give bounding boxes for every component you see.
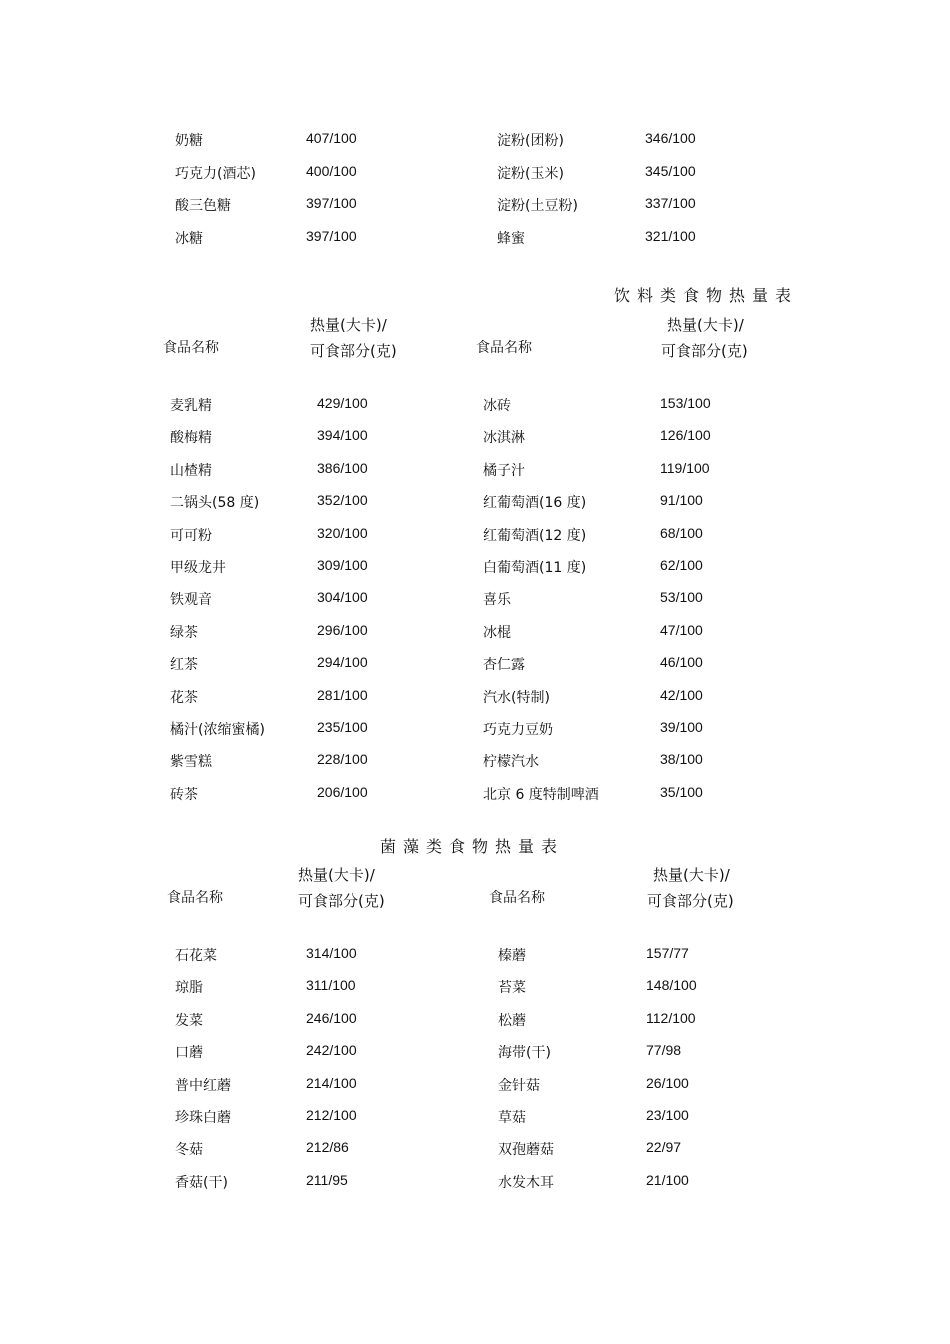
section2-food-name-cell: 红茶	[170, 657, 198, 674]
section2-food-name-cell: 铁观音	[170, 592, 212, 609]
section2-calorie-value-cell: 62/100	[660, 557, 703, 573]
section3-food-name-cell: 石花菜	[175, 948, 217, 964]
section3-calorie-value-cell: 157/77	[646, 945, 689, 961]
section2-header-name-left: 食品名称	[163, 340, 219, 356]
section3-header-value-line1-left: 热量(大卡)/	[298, 866, 375, 884]
section2-header-value-line1-right: 热量(大卡)/	[667, 316, 744, 334]
section2-calorie-value-cell: 53/100	[660, 589, 703, 606]
section2-food-name-cell: 橘子汁	[483, 462, 525, 479]
section2-calorie-value-cell: 206/100	[317, 783, 368, 800]
section2-calorie-value-cell: 91/100	[660, 492, 703, 509]
section3-header-value-line2-right: 可食部分(克)	[647, 892, 734, 910]
section3-food-name-cell: 金针菇	[498, 1077, 540, 1094]
section3-food-name-cell: 双孢蘑菇	[498, 1142, 554, 1159]
section3-food-name-cell: 冬菇	[175, 1142, 203, 1159]
section3-food-name-cell: 水发木耳	[498, 1174, 554, 1191]
section1-calorie-value-cell: 400/100	[306, 162, 357, 179]
section3-food-name-cell: 发菜	[175, 1012, 203, 1029]
section3-calorie-value-cell: 77/98	[646, 1042, 682, 1059]
section3-calorie-value-cell: 242/100	[306, 1042, 357, 1059]
section2-header-value-line2-left: 可食部分(克)	[310, 342, 397, 360]
section2-food-name-cell: 山楂精	[170, 462, 212, 479]
section2-calorie-value-cell: 320/100	[317, 524, 368, 541]
section3-calorie-value-cell: 23/100	[646, 1107, 689, 1123]
section3-calorie-value-cell: 21/100	[646, 1171, 689, 1188]
section3-food-name-cell: 口蘑	[175, 1045, 203, 1062]
section3-food-name-cell: 琼脂	[175, 980, 203, 997]
section3-calorie-value-cell: 311/100	[306, 977, 356, 994]
section2-food-name-cell: 柠檬汽水	[483, 754, 539, 771]
section2-header-name-right: 食品名称	[476, 340, 532, 356]
section2-food-name-cell: 冰砖	[483, 398, 511, 414]
section3-food-name-cell: 榛蘑	[498, 948, 526, 964]
section2-food-name-cell: 绿茶	[170, 624, 198, 641]
section2-calorie-value-cell: 228/100	[317, 751, 368, 768]
section3-calorie-value-cell: 26/100	[646, 1074, 689, 1091]
section2-header-value-line1-left: 热量(大卡)/	[310, 316, 387, 334]
section2-food-name-cell: 冰淇淋	[483, 430, 525, 447]
section2-food-name-cell: 冰棍	[483, 624, 511, 641]
section2-food-name-cell: 红葡萄酒(12 度)	[483, 527, 587, 544]
section2-calorie-value-cell: 352/100	[317, 492, 368, 509]
section1-calorie-value-cell: 346/100	[645, 130, 696, 146]
section3-calorie-value-cell: 112/100	[646, 1009, 696, 1026]
section3-food-name-cell: 珍珠白蘑	[175, 1110, 231, 1126]
section2-title: 饮料类食物热量表	[614, 286, 799, 305]
section2-calorie-value-cell: 153/100	[660, 395, 711, 411]
section1-food-name-cell: 酸三色糖	[175, 198, 231, 214]
section1-food-name-cell: 蜂蜜	[497, 230, 525, 247]
section2-calorie-value-cell: 38/100	[660, 751, 703, 768]
section3-calorie-value-cell: 212/86	[306, 1139, 349, 1156]
section2-food-name-cell: 红葡萄酒(16 度)	[483, 495, 587, 512]
section2-calorie-value-cell: 304/100	[317, 589, 368, 606]
section3-calorie-value-cell: 212/100	[306, 1107, 357, 1123]
section2-food-name-cell: 巧克力豆奶	[483, 722, 553, 738]
section3-header-name-right: 食品名称	[489, 890, 545, 906]
section2-calorie-value-cell: 281/100	[317, 686, 368, 703]
section2-food-name-cell: 北京 6 度特制啤酒	[483, 786, 599, 803]
section2-food-name-cell: 汽水(特制)	[483, 689, 550, 706]
section2-food-name-cell: 砖茶	[170, 786, 198, 803]
section3-calorie-value-cell: 314/100	[306, 945, 357, 961]
section1-food-name-cell: 奶糖	[175, 133, 203, 149]
section3-food-name-cell: 海带(干)	[498, 1045, 551, 1062]
section2-calorie-value-cell: 68/100	[660, 524, 703, 541]
section2-food-name-cell: 喜乐	[483, 592, 511, 609]
section2-food-name-cell: 麦乳精	[170, 398, 212, 414]
section2-calorie-value-cell: 46/100	[660, 654, 703, 671]
section2-calorie-value-cell: 294/100	[317, 654, 368, 671]
section2-calorie-value-cell: 39/100	[660, 719, 703, 735]
section2-food-name-cell: 可可粉	[170, 527, 212, 544]
section2-food-name-cell: 甲级龙井	[170, 560, 226, 576]
section2-food-name-cell: 白葡萄酒(11 度)	[483, 560, 587, 576]
section2-food-name-cell: 二锅头(58 度)	[170, 495, 260, 512]
section2-calorie-value-cell: 429/100	[317, 395, 368, 411]
section1-calorie-value-cell: 321/100	[645, 227, 696, 244]
section1-food-name-cell: 淀粉(玉米)	[497, 165, 564, 182]
section2-calorie-value-cell: 296/100	[317, 621, 368, 638]
section2-calorie-value-cell: 309/100	[317, 557, 368, 573]
section1-calorie-value-cell: 407/100	[306, 130, 357, 146]
section3-food-name-cell: 香菇(干)	[175, 1174, 228, 1191]
section2-food-name-cell: 酸梅精	[170, 430, 212, 447]
section3-calorie-value-cell: 148/100	[646, 977, 697, 994]
section3-food-name-cell: 苔菜	[498, 980, 526, 997]
section2-calorie-value-cell: 35/100	[660, 783, 703, 800]
section1-food-name-cell: 巧克力(酒芯)	[175, 165, 256, 182]
section2-calorie-value-cell: 394/100	[317, 427, 368, 444]
section2-calorie-value-cell: 126/100	[660, 427, 711, 444]
section3-calorie-value-cell: 22/97	[646, 1139, 682, 1156]
section2-calorie-value-cell: 235/100	[317, 719, 368, 735]
section2-food-name-cell: 杏仁露	[483, 657, 525, 674]
section2-calorie-value-cell: 119/100	[660, 459, 710, 476]
section2-food-name-cell: 紫雪糕	[170, 754, 212, 771]
section3-header-name-left: 食品名称	[167, 890, 223, 906]
section3-calorie-value-cell: 246/100	[306, 1009, 357, 1026]
section1-calorie-value-cell: 345/100	[645, 162, 696, 179]
section2-calorie-value-cell: 386/100	[317, 459, 368, 476]
section2-calorie-value-cell: 47/100	[660, 621, 703, 638]
section1-calorie-value-cell: 397/100	[306, 227, 357, 244]
section3-title: 菌藻类食物热量表	[380, 837, 565, 856]
section1-food-name-cell: 淀粉(团粉)	[497, 133, 564, 149]
section1-calorie-value-cell: 337/100	[645, 195, 696, 211]
section2-header-value-line2-right: 可食部分(克)	[661, 342, 748, 360]
section1-food-name-cell: 冰糖	[175, 230, 203, 247]
section1-food-name-cell: 淀粉(土豆粉)	[497, 198, 578, 214]
section3-calorie-value-cell: 211/95	[306, 1171, 348, 1188]
section1-calorie-value-cell: 397/100	[306, 195, 357, 211]
section3-calorie-value-cell: 214/100	[306, 1074, 357, 1091]
section2-food-name-cell: 花茶	[170, 689, 198, 706]
section3-food-name-cell: 松蘑	[498, 1012, 526, 1029]
section3-header-value-line1-right: 热量(大卡)/	[653, 866, 730, 884]
section3-food-name-cell: 普中红蘑	[175, 1077, 231, 1094]
section2-calorie-value-cell: 42/100	[660, 686, 703, 703]
section2-food-name-cell: 橘汁(浓缩蜜橘)	[170, 722, 265, 738]
section3-food-name-cell: 草菇	[498, 1110, 526, 1126]
section3-header-value-line2-left: 可食部分(克)	[298, 892, 385, 910]
